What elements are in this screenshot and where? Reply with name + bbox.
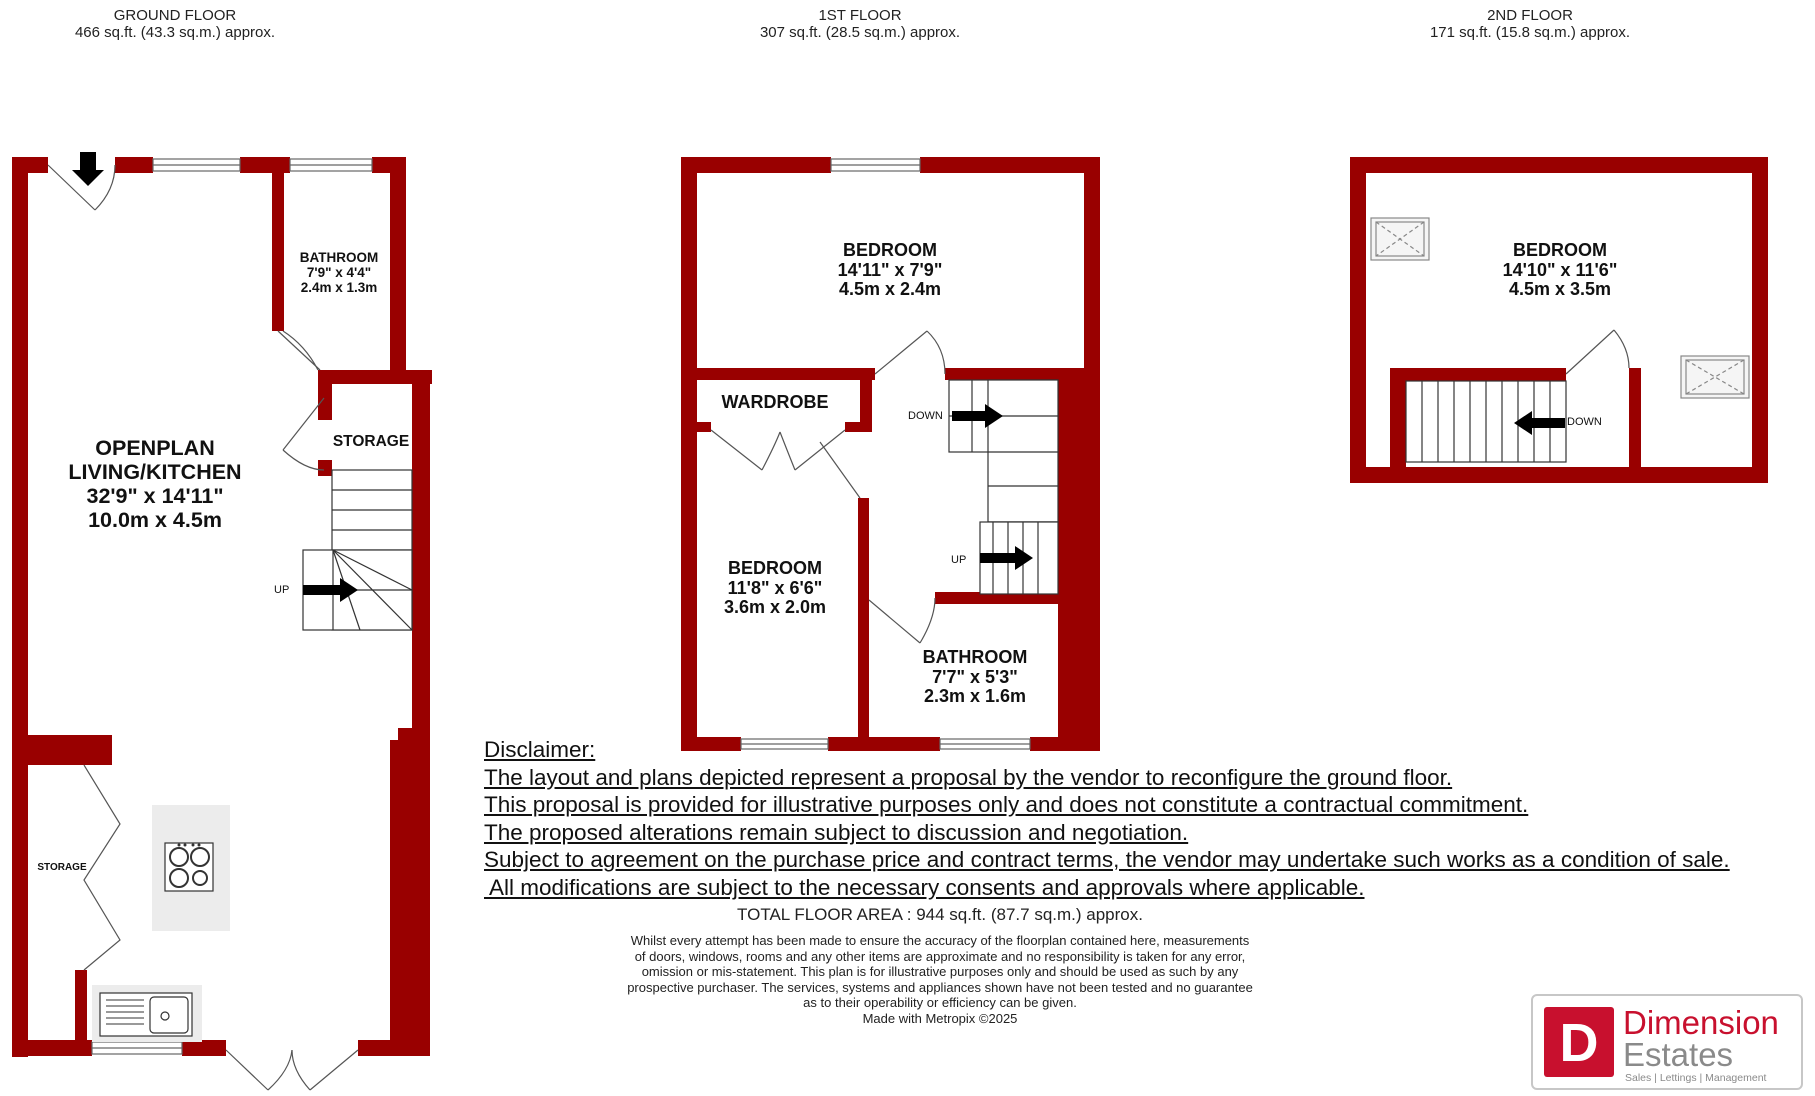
dimension-estates-logo xyxy=(1531,994,1803,1090)
disclaimer-heading: Disclaimer: xyxy=(484,737,596,762)
ground-floor-stairs xyxy=(303,470,412,630)
disclaimer-line: All modifications are subject to the necessary consents and approvals where applicable. xyxy=(484,874,1365,900)
second-floor-door xyxy=(1566,330,1629,374)
sink-icon xyxy=(92,985,202,1042)
stairs-down-label: DOWN xyxy=(1567,416,1602,428)
logo-letter: D xyxy=(1559,1013,1599,1073)
fine-print-line: as to their operability or efficiency can be given. xyxy=(803,995,1077,1010)
room-label-openplan: OPENPLAN LIVING/KITCHEN 32'9" x 14'11" 10.0m x 4.5m xyxy=(68,436,242,532)
hob-icon xyxy=(152,805,230,931)
room-label-wardrobe: WARDROBE xyxy=(721,392,829,412)
second-floor-header xyxy=(1400,7,1660,41)
fine-print-credit: Made with Metropix ©2025 xyxy=(862,1010,1018,1026)
floor-name: GROUND FLOOR xyxy=(113,7,237,24)
room-label-ff-bathroom: BATHROOM 7'7" x 5'3" 2.3m x 1.6m xyxy=(922,647,1028,706)
fine-print-line: of doors, windows, rooms and any other items are approximate and no responsibility is taken for any error, xyxy=(634,948,1246,964)
disclaimer-line: This proposal is provided for illustrative purposes only and does not constitute a contractual commitment. xyxy=(484,792,1529,817)
entrance-arrow-icon xyxy=(72,152,104,186)
logo-tagline: Sales | Lettings | Management xyxy=(1625,1072,1767,1084)
fine-print-line: omission or mis-statement. This plan is for illustrative purposes only and should be used as such by any xyxy=(641,964,1239,979)
room-label-gf-storage: STORAGE xyxy=(332,433,410,450)
fine-print-line: Whilst every attempt has been made to ensure the accuracy of the floorplan contained here, measurements xyxy=(630,933,1250,948)
floor-area: 466 sq.ft. (43.3 sq.m.) approx. xyxy=(74,24,276,41)
logo-name-line-1: Dimension xyxy=(1623,1004,1779,1041)
logo-name-line-2: Estates xyxy=(1623,1036,1734,1073)
floor-name: 1ST FLOOR xyxy=(818,7,902,24)
room-label-sf-bedroom: BEDROOM 14'10" x 11'6" 4.5m x 3.5m xyxy=(1502,240,1618,299)
floor-name: 2ND FLOOR xyxy=(1487,7,1573,24)
total-floor-area: TOTAL FLOOR AREA : 944 sq.ft. (87.7 sq.m.) approx. xyxy=(737,905,1143,924)
disclaimer-line: Subject to agreement on the purchase price and contract terms, the vendor may undertake such works as a condition of sale. xyxy=(484,847,1730,872)
disclaimer xyxy=(484,736,1730,901)
second-floor-stairs xyxy=(1406,381,1566,462)
logo-mark xyxy=(1544,1007,1614,1077)
disclaimer-line: The layout and plans depicted represent a proposal by the vendor to reconfigure the ground floor. xyxy=(484,764,1453,790)
stairs-up-label: UP xyxy=(951,554,967,566)
room-label-gf-bathroom: BATHROOM 7'9" x 4'4" 2.4m x 1.3m xyxy=(299,250,379,295)
stairs-down-label: DOWN xyxy=(908,410,943,422)
fine-print xyxy=(590,933,1290,1026)
room-label-ff-bedroom-1: BEDROOM 14'11" x 7'9" 4.5m x 2.4m xyxy=(837,240,943,299)
room-label-gf-storage-small: STORAGE xyxy=(37,862,87,873)
second-floor-plan xyxy=(1350,157,1768,483)
disclaimer-line: The proposed alterations remain subject to discussion and negotiation. xyxy=(484,819,1189,845)
room-label-ff-bedroom-2: BEDROOM 11'8" x 6'6" 3.6m x 2.0m xyxy=(723,558,827,617)
ground-floor-header xyxy=(60,7,290,41)
skylight-icon xyxy=(1371,218,1429,260)
stairs-up-label: UP xyxy=(274,584,290,596)
floor-area: 171 sq.ft. (15.8 sq.m.) approx. xyxy=(1429,24,1631,41)
skylight-icon xyxy=(1681,356,1749,398)
fine-print-line: prospective purchaser. The services, systems and appliances shown have not been tested and no guarantee xyxy=(627,979,1253,995)
first-floor-header xyxy=(730,7,990,41)
floor-area: 307 sq.ft. (28.5 sq.m.) approx. xyxy=(759,24,961,41)
